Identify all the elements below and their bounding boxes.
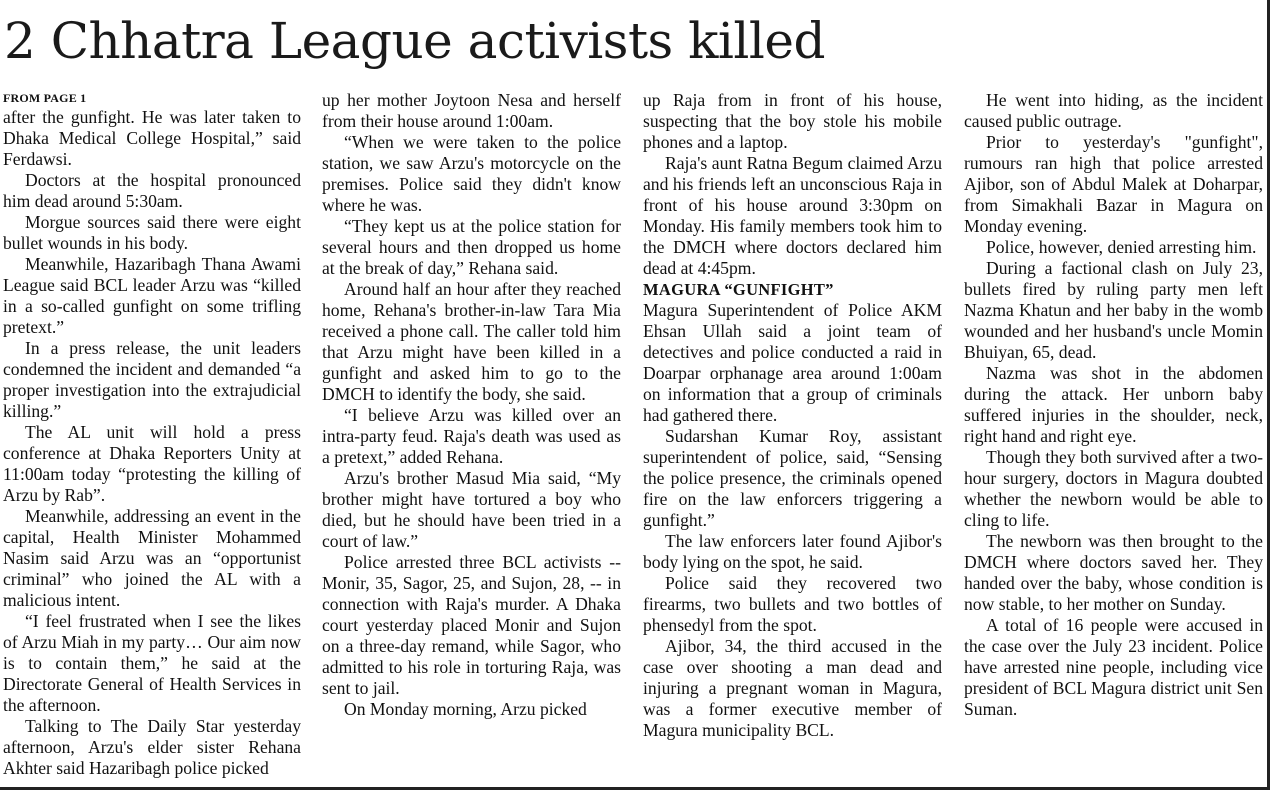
paragraph: The newborn was then brought to the DMCH where doctors saved her. They handed over the baby, whose condition is now stable, to her mother on Sunday.	[964, 531, 1263, 614]
column-1	[3, 90, 301, 787]
kicker-from-page-1: FROM PAGE 1	[3, 91, 87, 105]
paragraph: Magura Superintendent of Police AKM Ehsan Ullah said a joint team of detectives and police conducted a raid in Doarpar orphanage area around 1:00am on information that a group of criminals had gathered there.	[643, 300, 942, 425]
paragraph: Nazma was shot in the abdomen during the attack. Her unborn baby suffered injuries in the shoulder, neck, right hand and right eye.	[964, 363, 1263, 446]
paragraph: Prior to yesterday's "gunfight", rumours ran high that police arrested Ajibor, son of Abdul Malek at Doharpar, from Simakhali Bazar in Magura on Monday evening.	[964, 132, 1263, 236]
section-subhead: MAGURA “GUNFIGHT”	[643, 280, 834, 299]
paragraph: after the gunfight. He was later taken to Dhaka Medical College Hospital,” said Ferdawsi.	[3, 107, 301, 169]
paragraph: up her mother Joytoon Nesa and herself from their house around 1:00am.	[322, 90, 621, 131]
headline: 2 Chhatra League activists killed	[4, 12, 825, 70]
paragraph: The AL unit will hold a press conference at Dhaka Reporters Unity at 11:00am today “protesting the killing of Arzu by Rab”.	[3, 422, 301, 505]
paragraph: Talking to The Daily Star yesterday afternoon, Arzu's elder sister Rehana Akhter said Hazaribagh police picked	[3, 716, 301, 778]
paragraph: Morgue sources said there were eight bullet wounds in his body.	[3, 212, 301, 253]
paragraph: Ajibor, 34, the third accused in the case over shooting a man dead and injuring a pregnant woman in Magura, was a former executive member of Magura municipality BCL.	[643, 636, 942, 740]
paragraph: During a factional clash on July 23, bullets fired by ruling party men left Nazma Khatun and her baby in the womb wounded and her husband's uncle Momin Bhuiyan, 65, dead.	[964, 258, 1263, 362]
paragraph: Police, however, denied arresting him.	[986, 237, 1257, 257]
paragraph: “I believe Arzu was killed over an intra-party feud. Raja's death was used as a pretext,” added Rehana.	[322, 405, 621, 467]
paragraph: He went into hiding, as the incident caused public outrage.	[964, 90, 1263, 131]
paragraph: Meanwhile, Hazaribagh Thana Awami League said BCL leader Arzu was “killed in a so-called gunfight on some trifling pretext.”	[3, 254, 301, 337]
paragraph: Around half an hour after they reached home, Rehana's brother-in-law Tara Mia received a phone call. The caller told him that Arzu might have been killed in a gunfight and asked him to go to the DMCH to identify the body, she said.	[322, 279, 621, 404]
paragraph: In a press release, the unit leaders condemned the incident and demanded “a proper investigation into the extrajudicial killing.”	[3, 338, 301, 421]
paragraph: Police arrested three BCL activists -- Monir, 35, Sagor, 25, and Sujon, 28, -- in connection with Raja's murder. A Dhaka court yesterday placed Monir and Sujon on a three-day remand, while Sagor, who admitted to his role in torturing Raja, was sent to jail.	[322, 552, 621, 698]
paragraph: Doctors at the hospital pronounced him dead around 5:30am.	[3, 170, 301, 211]
paragraph: A total of 16 people were accused in the case over the July 23 incident. Police have arrested nine people, including vice president of BCL Magura district unit Sen Suman.	[964, 615, 1263, 719]
paragraph: Meanwhile, addressing an event in the capital, Health Minister Mohammed Nasim said Arzu was an “opportunist criminal” who joined the AL with a malicious intent.	[3, 506, 301, 610]
paragraph: Raja's aunt Ratna Begum claimed Arzu and his friends left an unconscious Raja in front of his house around 3:30pm on Monday. His family members took him to the DMCH where doctors declared him dead at 4:45pm.	[643, 153, 942, 278]
paragraph: Sudarshan Kumar Roy, assistant superintendent of police, said, “Sensing the police presence, the criminals opened fire on the law enforcers triggering a gunfight.”	[643, 426, 942, 530]
paragraph: up Raja from in front of his house, suspecting that the boy stole his mobile phones and a laptop.	[643, 90, 942, 152]
paragraph: Arzu's brother Masud Mia said, “My brother might have tortured a boy who died, but he should have been tried in a court of law.”	[322, 468, 621, 551]
paragraph: “When we were taken to the police station, we saw Arzu's motorcycle on the premises. Police said they didn't know where he was.	[322, 132, 621, 215]
paragraph: “I feel frustrated when I see the likes of Arzu Miah in my party… Our aim now is to contain them,” he said at the Directorate General of Health Services in the afternoon.	[3, 611, 301, 715]
paragraph: “They kept us at the police station for several hours and then dropped us home at the break of day,” Rehana said.	[322, 216, 621, 278]
paragraph: The law enforcers later found Ajibor's body lying on the spot, he said.	[643, 531, 942, 572]
paragraph: On Monday morning, Arzu picked	[344, 699, 587, 719]
paragraph: Police said they recovered two firearms, two bullets and two bottles of phensedyl from the spot.	[643, 573, 942, 635]
paragraph: Though they both survived after a two-hour surgery, doctors in Magura doubted whether the newborn would be able to cling to life.	[964, 447, 1263, 530]
column-2	[322, 90, 621, 787]
column-3	[643, 90, 942, 787]
column-4	[964, 90, 1263, 787]
